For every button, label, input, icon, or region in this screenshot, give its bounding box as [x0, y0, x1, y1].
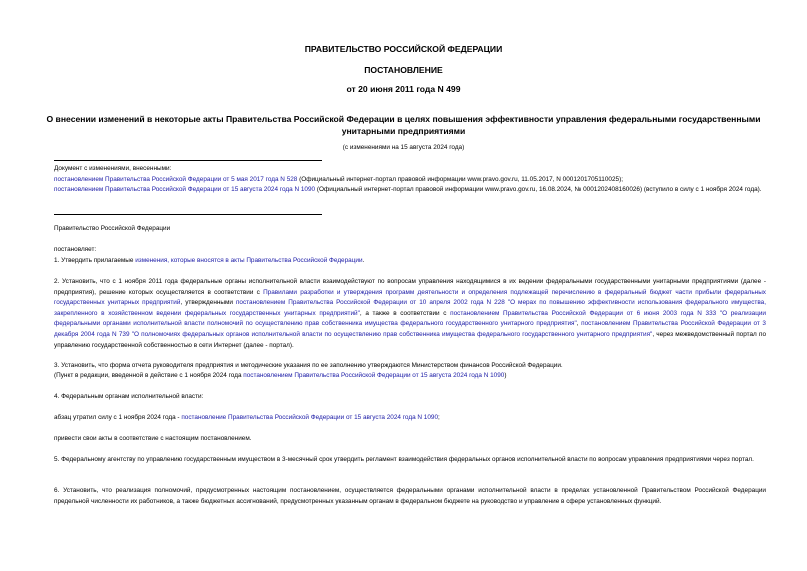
document-title: О внесении изменений в некоторые акты Правительства Российской Федерации в целях повышения эффективности управления федеральными государственными унитарными предприятиями [46, 114, 761, 136]
paragraph-1-text: 1. Утвердить прилагаемые [54, 257, 136, 264]
paragraph-2 [54, 277, 766, 351]
paragraph-3-note-text: (Пункт в редакции, введенной в действие с 1 ноября 2024 года [54, 372, 244, 379]
paragraph-6: 6. Установить, что реализация полномочий, предусмотренных настоящим постановлением, осуществляется федеральными органами исполнительной власти в пределах установленной Правительством Российской Федерации предельной численности их работников, а также бюджетных ассигнований, предусмотренных указанным органам в федеральном бюджете на руководство и управление в сфере установленных функций. [54, 487, 766, 505]
issuer: Правительство Российской Федерации [54, 225, 171, 232]
paragraph-2-link-3[interactable]: постановлением Правительства Российской Федерации от 6 июня 2003 года N 333 "О реализации федеральными органами исполнительной власти полномочий по осуществлению прав собственника имущества федерального государственного унитарного предприятия" [54, 309, 766, 328]
paragraph-1-end: . [362, 257, 365, 264]
edition-note: (с изменениями на 15 августа 2024 года) [342, 144, 465, 151]
paragraph-1 [54, 256, 766, 267]
paragraph-3: 3. Установить, что форма отчета руководителя предприятия и методические указания по ее заполнению утверждаются Министерством финансов Российской Федерации. [54, 362, 563, 369]
paragraph-3-note-end: ) [504, 372, 507, 379]
government-heading: ПРАВИТЕЛЬСТВО РОССИЙСКОЙ ФЕДЕРАЦИИ [304, 44, 503, 54]
paragraph-5: 5. Федеральному агентству по управлению государственным имуществом в 3-месячный срок утвердить регламент взаимодействия федеральных органов исполнительной власти по вопросам управления предприятиями через портал. [54, 456, 754, 463]
paragraph-4-sub-1 [54, 413, 766, 424]
changes-item-2-text: (Официальный интернет-портал правовой информации www.pravo.gov.ru, 16.08.2024, № 0001202408160026) (вступило в силу с 1 ноября 2024 года). [315, 186, 762, 194]
paragraph-4: 4. Федеральным органам исполнительной власти: [54, 393, 204, 400]
paragraph-2-text-a: 2. Установить, что с 1 ноября 2011 года федеральные органы исполнительной власти взаимодействуют по вопросам управления находящимися в их ведении федеральными государственными унитарными предприятиями (далее - предприятия), решение которых осуществляется в соответствии с [54, 278, 766, 296]
paragraph-4-sub-1-text: абзац утратил силу с 1 ноября 2024 года - [54, 414, 182, 421]
paragraph-4-sub-1-link[interactable]: постановление Правительства Российской Федерации от 15 августа 2024 года N 1090 [181, 414, 439, 421]
changes-item-2-link[interactable]: постановлением Правительства Российской Федерации от 15 августа 2024 года N 1090 [54, 186, 316, 194]
divider-top [54, 160, 322, 161]
changes-intro: Документ с изменениями, внесенными: [54, 165, 172, 172]
changes-item-1-link[interactable]: постановлением Правительства Российской Федерации от 5 мая 2017 года N 528 [54, 175, 298, 183]
document-date-number: от 20 июня 2011 года N 499 [346, 84, 461, 94]
paragraph-2-link-4[interactable]: постановлением Правительства Российской Федерации от 3 декабря 2004 года N 739 "О полномочиях федеральных органов исполнительной власти по осуществлению прав собственника имущества федерального государственного унитарного предприятия" [54, 320, 766, 338]
divider-bottom [54, 214, 322, 215]
changes-list [54, 164, 766, 196]
paragraph-1-link[interactable]: изменения, которые вносятся в акты Правительства Российской Федерации [135, 257, 363, 264]
paragraph-2-link-2[interactable]: постановлением Правительства Российской Федерации от 10 апреля 2002 года N 228 "О мерах по повышению эффективности использования федерального имущества, закрепленного в хозяйственном ведении федеральных государственных унитарных предприятий" [54, 299, 766, 317]
decrees-word: постановляет: [54, 246, 97, 253]
changes-item-1 [54, 175, 766, 186]
paragraph-2-text-c: , а также в соответствии с [359, 309, 451, 317]
changes-item-2 [54, 185, 766, 196]
paragraph-4-sub-1-end: ; [438, 414, 440, 421]
paragraph-2-text-d: , [576, 320, 582, 328]
changes-item-1-text: (Официальный интернет-портал правовой информации www.pravo.gov.ru, 11.05.2017, N 0001201705110025); [297, 175, 623, 183]
paragraph-2-text-b: , утвержденными [180, 299, 236, 307]
paragraph-3-note-link[interactable]: постановлением Правительства Российской Федерации от 15 августа 2024 года N 1090 [243, 372, 505, 379]
paragraph-3-note [54, 371, 766, 382]
paragraph-4-sub-2: привести свои акты в соответствие с настоящим постановлением. [54, 435, 252, 442]
paragraph-2-link-1[interactable]: Правилами разработки и утверждения программ деятельности и определения подлежащей перечислению в федеральный бюджет части прибыли федеральных государственных унитарных предприятий [54, 288, 767, 307]
paragraph-2-text-e: , через межведомственный портал по управлению государственной собственностью в сети Интернет (далее - портал). [54, 330, 766, 349]
document-type: ПОСТАНОВЛЕНИЕ [364, 65, 443, 75]
